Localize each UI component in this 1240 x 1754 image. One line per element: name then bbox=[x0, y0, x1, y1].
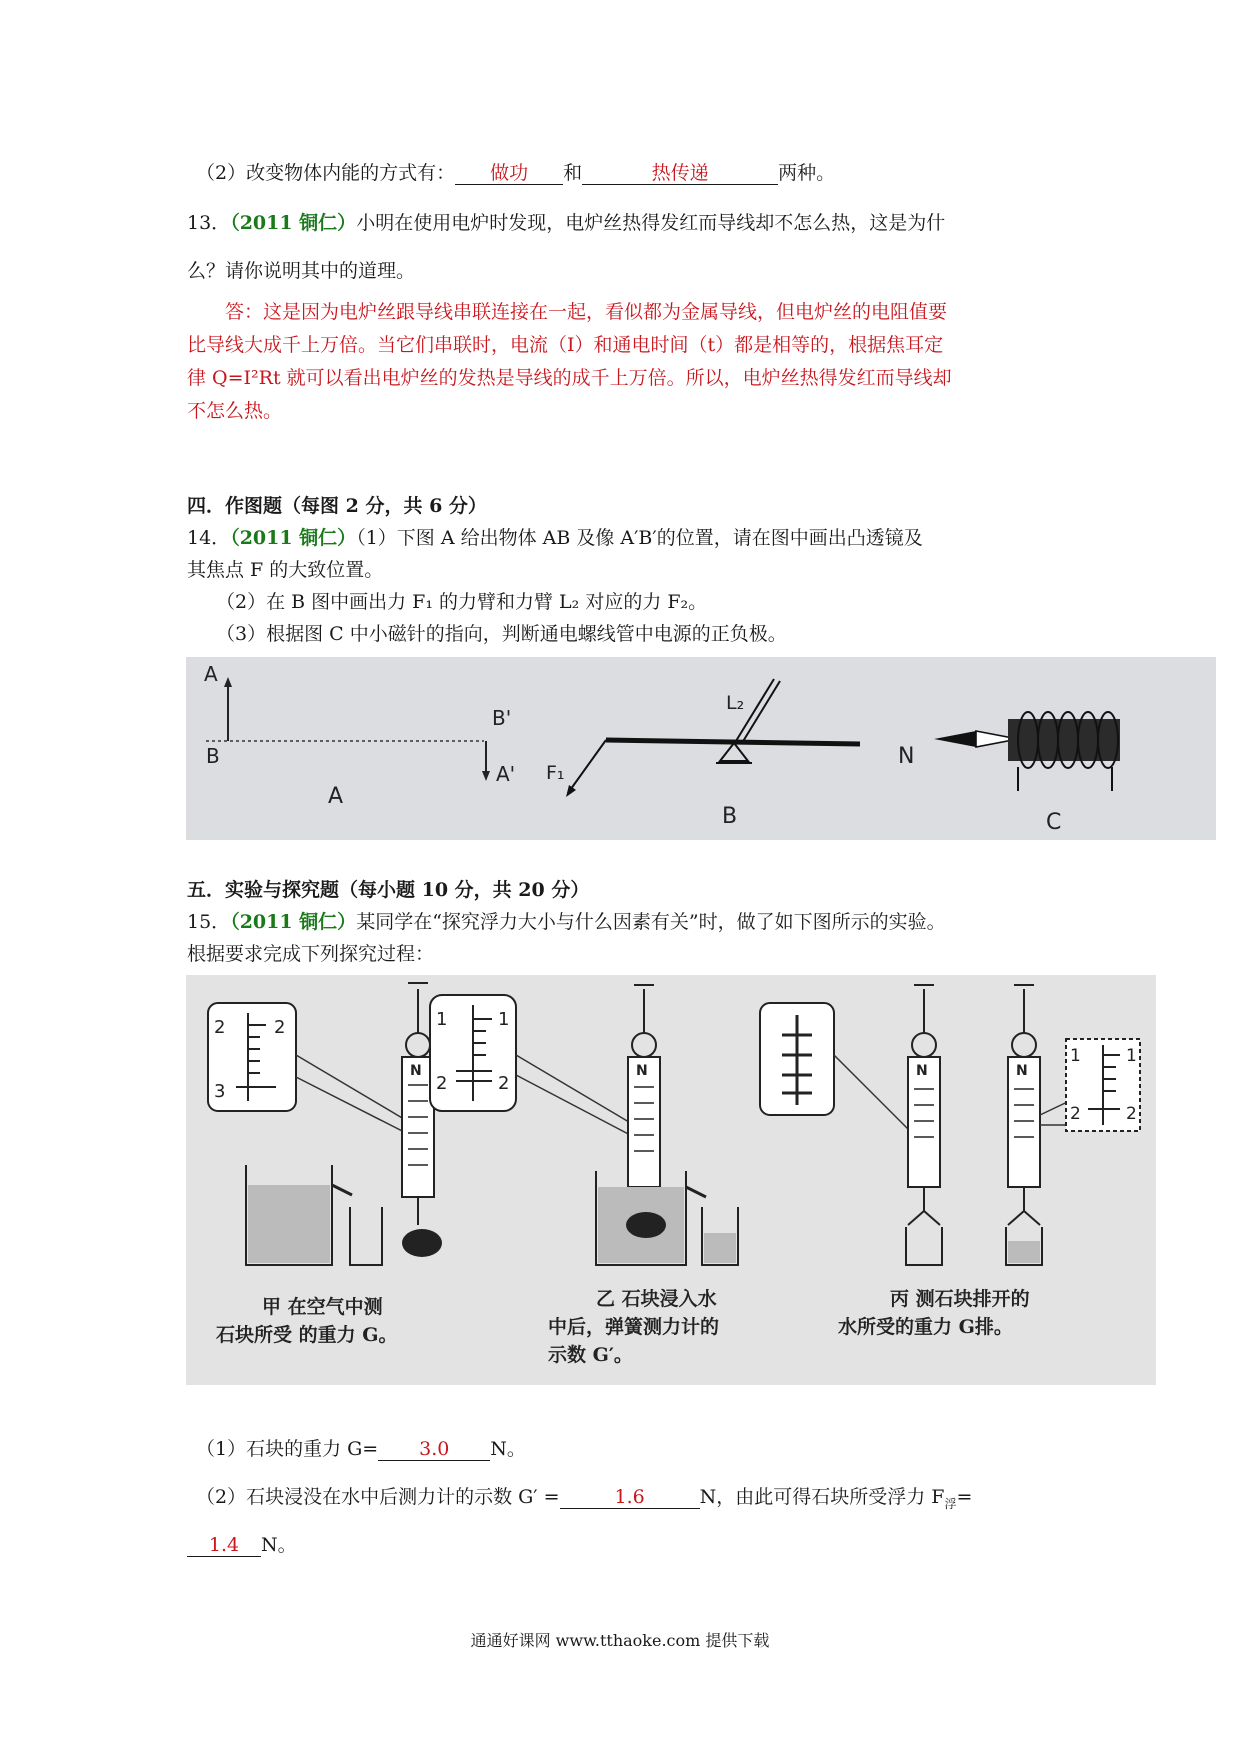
q15-p2-sub: 浮 bbox=[944, 1496, 957, 1511]
q13-answer-line: 比导线大成千上万倍。当它们串联时，电流（I）和通电时间（t）都是相等的，根据焦耳定 bbox=[187, 334, 944, 356]
q14-text-1: （1）下图 A 给出物体 AB 及像 A′B′的位置，请在图中画出凸透镜及 bbox=[356, 527, 923, 549]
caption-yi-2: 中后，弹簧测力计的 bbox=[548, 1316, 720, 1338]
spring-jia-n: N bbox=[410, 1063, 422, 1079]
q15-part2-cont bbox=[187, 1533, 297, 1557]
label-l2: L₂ bbox=[726, 692, 745, 714]
section5-heading: 五．实验与探究题（每小题 10 分，共 20 分） bbox=[187, 879, 590, 901]
q15-p1-unit: N。 bbox=[490, 1438, 526, 1460]
q15-p2-prefix: （2）石块浸没在水中后测力计的示数 G′ = bbox=[196, 1486, 560, 1508]
label-b-left: B bbox=[206, 744, 220, 768]
empty-beaker-bing bbox=[906, 1227, 942, 1265]
q14-figure bbox=[186, 657, 1216, 840]
q12-part2-prefix: （2）改变物体内能的方式有： bbox=[196, 162, 456, 184]
q15-p2-blank bbox=[560, 1486, 700, 1509]
fulcrum bbox=[720, 743, 748, 761]
label-a-prime: A' bbox=[496, 762, 516, 786]
q12-answer-2: 热传递 bbox=[651, 162, 709, 184]
solenoid-core bbox=[1008, 719, 1120, 761]
q15-part1 bbox=[196, 1437, 526, 1461]
zoom-bing-1b: 1 bbox=[1126, 1046, 1137, 1066]
zoom-bing-2: 2 bbox=[1070, 1104, 1081, 1124]
q12-suffix: 两种。 bbox=[778, 162, 836, 184]
spring-bing1-n: N bbox=[916, 1063, 928, 1079]
q13-answer-line: 不怎么热。 bbox=[187, 400, 283, 422]
caption-bing-2: 水所受的重力 G排。 bbox=[838, 1316, 1013, 1338]
q14-line2: 其焦点 F 的大致位置。 bbox=[187, 559, 384, 581]
q15-part2 bbox=[196, 1485, 972, 1516]
small-beaker-jia bbox=[350, 1207, 382, 1265]
q12-blank-1 bbox=[455, 162, 563, 185]
caption-yi-3: 示数 G′。 bbox=[548, 1344, 633, 1366]
q13-stem-line2: 么？请你说明其中的道理。 bbox=[187, 260, 416, 282]
q14-figure-svg bbox=[186, 657, 1216, 840]
label-f1: F₁ bbox=[546, 762, 565, 784]
q15-p2-answer: 1.6 bbox=[614, 1486, 645, 1508]
q13-answer-line: 律 Q=I²Rt 就可以看出电炉丝的发热是导线的成千上万倍。所以，电炉丝热得发红而导线却 bbox=[187, 367, 952, 389]
q13-stem-1: 小明在使用电炉时发现，电炉丝热得发红而导线却不怎么热，这是为什 bbox=[356, 212, 946, 234]
q13-answer bbox=[187, 296, 1067, 428]
zoom-bing-1: 1 bbox=[1070, 1046, 1081, 1066]
q14-source: （2011 铜仁） bbox=[230, 527, 357, 549]
q13-answer-line: 答：这是因为电炉丝跟导线串联连接在一起，看似都为金属导线，但电炉丝的电阻值要 bbox=[225, 301, 948, 323]
q15-figure bbox=[186, 975, 1156, 1385]
q12-blank-2 bbox=[582, 162, 778, 185]
q14-line3: （2）在 B 图中画出力 F₁ 的力臂和力臂 L₂ 对应的力 F₂。 bbox=[216, 591, 708, 613]
object-arrow-head bbox=[224, 677, 232, 687]
q14-number: 14． bbox=[187, 527, 231, 549]
zoom-yi-2b: 2 bbox=[498, 1073, 510, 1094]
page-footer: 通通好课网 www.tthaoke.com 提供下载 bbox=[470, 1631, 770, 1650]
caption-yi-1: 乙 石块浸入水 bbox=[596, 1288, 717, 1310]
zoom-yi-1: 1 bbox=[436, 1009, 448, 1030]
q15-text-1: 某同学在“探究浮力大小与什么因素有关”时，做了如下图所示的实验。 bbox=[356, 911, 946, 933]
spring-yi-n: N bbox=[636, 1063, 648, 1079]
q15-p2-mid: N，由此可得石块所受浮力 F bbox=[699, 1486, 945, 1508]
q15-p2-unit: N。 bbox=[261, 1534, 297, 1556]
q13-number: 13． bbox=[187, 212, 231, 234]
compass-needle-north bbox=[934, 731, 976, 747]
q14-line4: （3）根据图 C 中小磁针的指向，判断通电螺线管中电源的正负极。 bbox=[216, 623, 787, 645]
q15-line1 bbox=[187, 910, 946, 934]
caption-a: A bbox=[328, 784, 344, 809]
stone-jia bbox=[402, 1229, 442, 1257]
image-arrow-head bbox=[482, 771, 490, 781]
q12-part2-line bbox=[196, 161, 835, 185]
section4-heading: 四．作图题（每图 2 分，共 6 分） bbox=[187, 495, 487, 517]
label-a-top: A bbox=[204, 662, 218, 686]
q15-p2-eq: = bbox=[956, 1486, 973, 1508]
zoom-yi-2: 2 bbox=[436, 1073, 448, 1094]
q15-figure-svg bbox=[186, 975, 1156, 1385]
q12-connector: 和 bbox=[563, 162, 583, 184]
force-f1-head bbox=[566, 785, 576, 797]
l2-line-b bbox=[742, 681, 780, 743]
q12-answer-1: 做功 bbox=[490, 162, 529, 184]
q15-line2: 根据要求完成下列探究过程： bbox=[187, 943, 435, 965]
q15-p1-prefix: （1）石块的重力 G= bbox=[196, 1438, 379, 1460]
zoom-bing-2b: 2 bbox=[1126, 1104, 1137, 1124]
q13-stem-line1 bbox=[187, 211, 945, 235]
caption-bing-1: 丙 测石块排开的 bbox=[890, 1288, 1030, 1310]
stone-yi bbox=[626, 1212, 666, 1238]
force-f1-line bbox=[568, 740, 606, 793]
zoom-yi-1b: 1 bbox=[498, 1009, 510, 1030]
q14-line1 bbox=[187, 526, 923, 550]
caption-b: B bbox=[722, 804, 738, 829]
q15-p1-blank bbox=[378, 1438, 490, 1461]
zoom-jia-2b: 2 bbox=[274, 1017, 286, 1038]
caption-jia-2: 石块所受 的重力 G。 bbox=[216, 1324, 398, 1346]
label-n: N bbox=[898, 744, 915, 769]
q13-source: （2011 铜仁） bbox=[230, 212, 357, 234]
caption-c: C bbox=[1046, 810, 1062, 835]
q15-source: （2011 铜仁） bbox=[230, 911, 357, 933]
spring-bing2-n: N bbox=[1016, 1063, 1028, 1079]
label-b-prime: B' bbox=[492, 706, 512, 730]
zoom-jia-3: 3 bbox=[214, 1081, 226, 1102]
q15-number: 15． bbox=[187, 911, 231, 933]
zoom-jia-2: 2 bbox=[214, 1017, 226, 1038]
q15-p2-answer-2: 1.4 bbox=[208, 1534, 240, 1556]
caption-jia-1: 甲 在空气中测 bbox=[262, 1296, 383, 1318]
q15-p2-blank-2 bbox=[187, 1534, 261, 1557]
q15-p1-answer: 3.0 bbox=[419, 1438, 450, 1460]
